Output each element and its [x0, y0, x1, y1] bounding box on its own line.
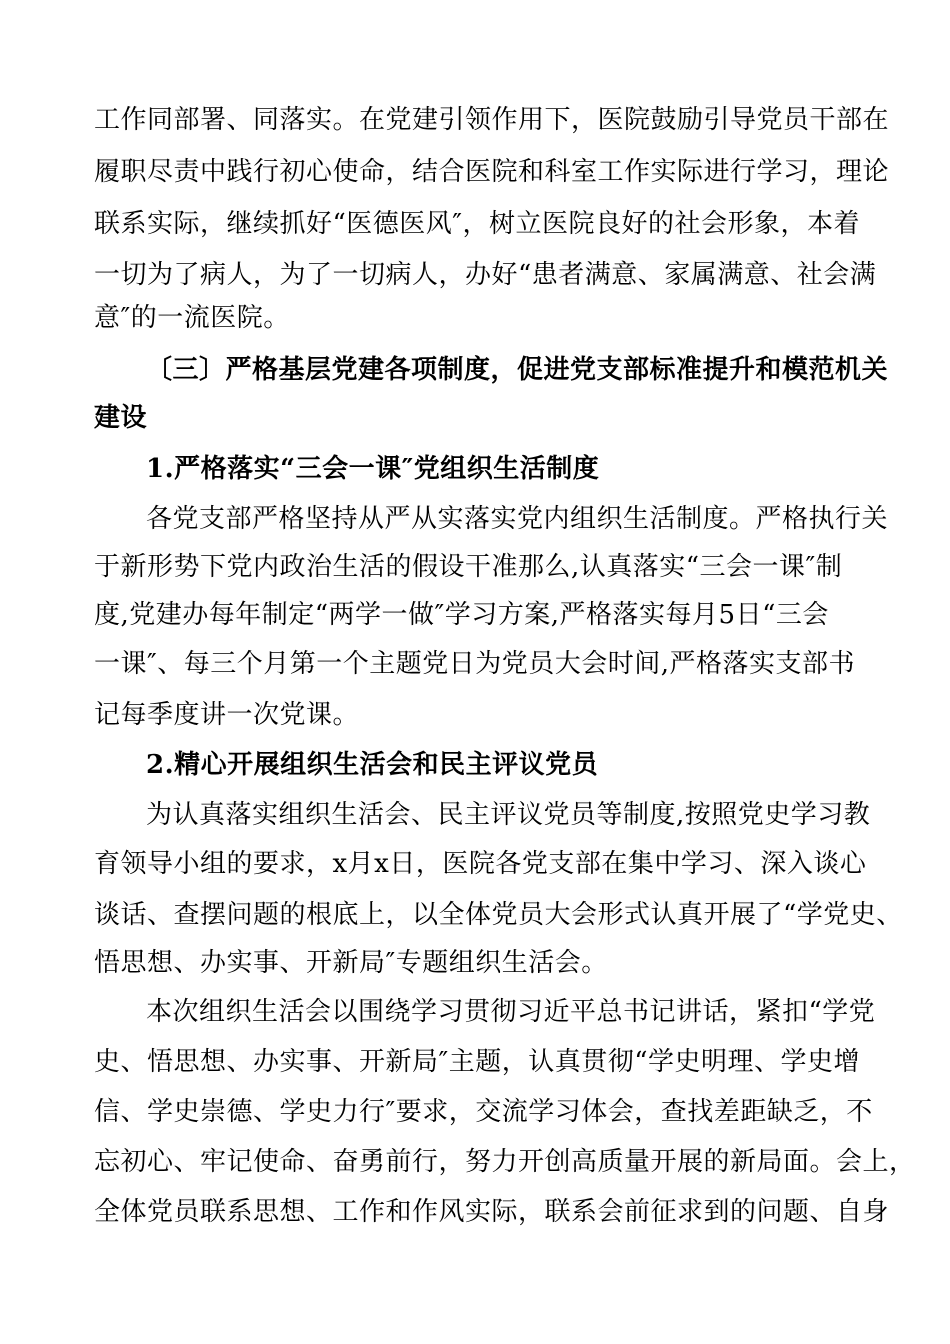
body-text-line: 于新形势下党内政治生活的假设干准那么,认真落实“三会一课″制 — [94, 552, 843, 582]
body-text-line: 履职尽责中践行初心使命，结合医院和科室工作实际进行学习，理论 — [94, 157, 890, 187]
section-heading-continued: 建设 — [94, 403, 148, 433]
body-text-line: 忘初心、牢记使命、奋勇前行，努力开创高质量开展的新局面。会上， — [94, 1147, 916, 1177]
body-text-line: 为认真落实组织生活会、民主评议党员等制度,按照党史学习教 — [146, 800, 871, 830]
body-text-line: 一切为了病人，为了一切病人，办好“患者满意、家属满意、社会满 — [94, 260, 877, 290]
body-text-line: 本次组织生活会以围绕学习贯彻习近平总书记讲话，紧扣“学党 — [146, 997, 876, 1027]
body-text-line: 各党支部严格坚持从严从实落实党内组织生活制度。严格执行关 — [146, 504, 889, 534]
section-heading: 〔三〕严格基层党建各项制度，促进党支部标准提升和模范机关 — [146, 355, 889, 385]
body-text-line: 育领导小组的要求，x月x日，医院各党支部在集中学习、深入谈心 — [94, 849, 867, 879]
subsection-heading-2: 2.精心开展组织生活会和民主评议党员 — [146, 750, 599, 780]
body-text-line: 一课″、每三个月第一个主题党日为党员大会时间,严格落实支部书 — [94, 649, 855, 679]
body-text-line: 度,党建办每年制定“两学一做″学习方案,严格落实每月5日“三会 — [94, 600, 829, 630]
body-text-line: 信、学史崇德、学史力行″要求，交流学习体会，查找差距缺乏，不 — [94, 1097, 873, 1127]
body-text-line: 意″的一流医院。 — [94, 303, 290, 333]
body-text-line: 记每季度讲一次党课。 — [94, 700, 360, 730]
body-text-line: 谈话、查摆问题的根底上，以全体党员大会形式认真开展了“学党史、 — [94, 900, 903, 930]
body-text-line: 悟思想、办实事、开新局″专题组织生活会。 — [94, 948, 608, 978]
subsection-heading-1: 1.严格落实“三会一课″党组织生活制度 — [146, 454, 600, 484]
body-text-line: 联系实际，继续抓好“医德医风″，树立医院良好的社会形象，本着 — [94, 209, 861, 239]
body-text-line: 全体党员联系思想、工作和作风实际，联系会前征求到的问题、自身 — [94, 1197, 890, 1227]
body-text-line: 史、悟思想、办实事、开新局″主题，认真贯彻“学史明理、学史增 — [94, 1047, 861, 1077]
body-text-line: 工作同部署、同落实。在党建引领作用下，医院鼓励引导党员干部在 — [94, 105, 890, 135]
